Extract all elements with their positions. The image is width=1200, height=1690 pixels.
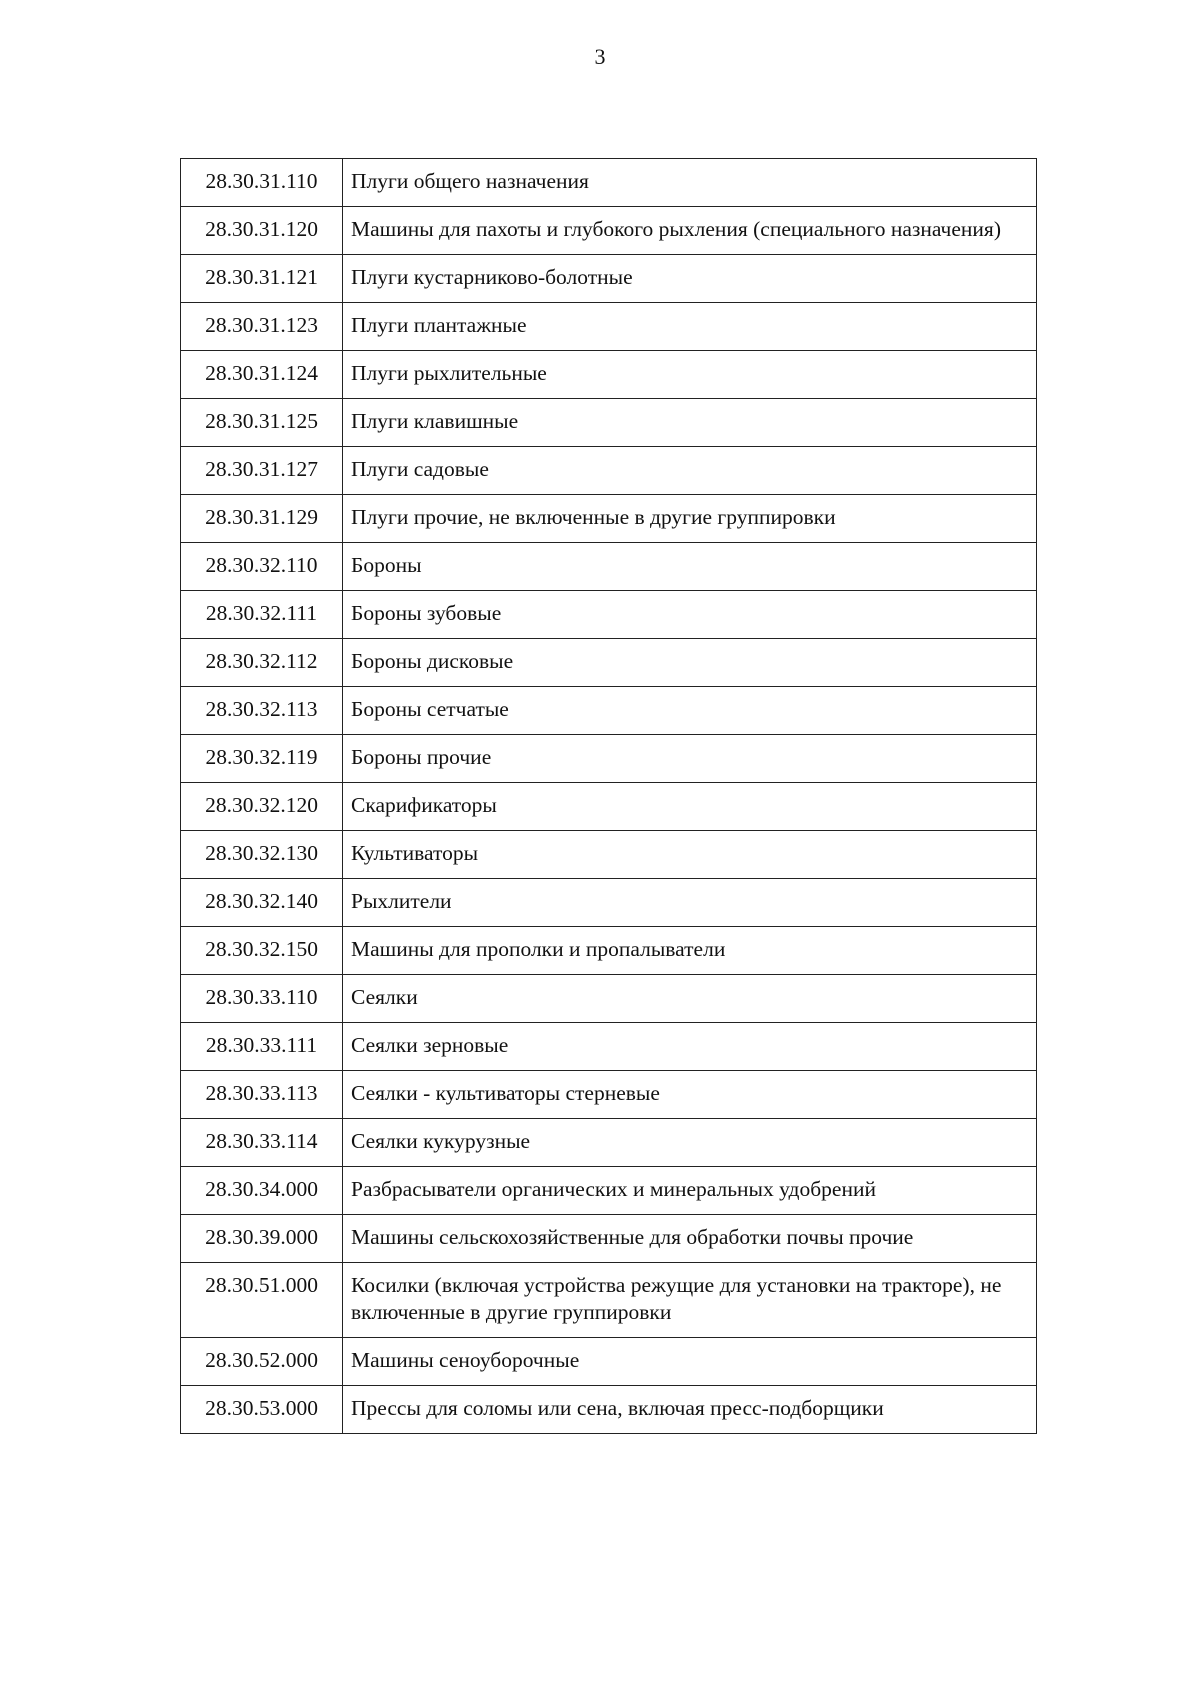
code-cell: 28.30.51.000 bbox=[181, 1263, 343, 1338]
table-row bbox=[181, 591, 1037, 639]
description-cell: Скарификаторы bbox=[343, 783, 1037, 831]
description-cell: Бороны прочие bbox=[343, 735, 1037, 783]
table-row bbox=[181, 831, 1037, 879]
table-row bbox=[181, 975, 1037, 1023]
description-cell: Сеялки bbox=[343, 975, 1037, 1023]
code-cell: 28.30.32.112 bbox=[181, 639, 343, 687]
table-row bbox=[181, 1263, 1037, 1338]
code-cell: 28.30.31.121 bbox=[181, 255, 343, 303]
table-row bbox=[181, 1023, 1037, 1071]
table-row bbox=[181, 543, 1037, 591]
code-cell: 28.30.39.000 bbox=[181, 1215, 343, 1263]
description-cell: Бороны сетчатые bbox=[343, 687, 1037, 735]
table-row bbox=[181, 927, 1037, 975]
code-cell: 28.30.33.110 bbox=[181, 975, 343, 1023]
code-cell: 28.30.31.129 bbox=[181, 495, 343, 543]
code-cell: 28.30.34.000 bbox=[181, 1167, 343, 1215]
description-cell: Сеялки - культиваторы стерневые bbox=[343, 1071, 1037, 1119]
table-row bbox=[181, 255, 1037, 303]
description-cell: Плуги общего назначения bbox=[343, 159, 1037, 207]
table-row bbox=[181, 639, 1037, 687]
table-row bbox=[181, 1215, 1037, 1263]
table-row bbox=[181, 159, 1037, 207]
description-cell: Машины для пахоты и глубокого рыхления (специального назначения) bbox=[343, 207, 1037, 255]
table-row bbox=[181, 351, 1037, 399]
description-cell: Рыхлители bbox=[343, 879, 1037, 927]
code-cell: 28.30.32.111 bbox=[181, 591, 343, 639]
code-cell: 28.30.32.130 bbox=[181, 831, 343, 879]
description-cell: Машины для прополки и пропалыватели bbox=[343, 927, 1037, 975]
code-cell: 28.30.31.124 bbox=[181, 351, 343, 399]
description-cell: Прессы для соломы или сена, включая пресс-подборщики bbox=[343, 1386, 1037, 1434]
description-cell: Бороны bbox=[343, 543, 1037, 591]
description-cell: Плуги плантажные bbox=[343, 303, 1037, 351]
code-cell: 28.30.32.140 bbox=[181, 879, 343, 927]
code-cell: 28.30.31.110 bbox=[181, 159, 343, 207]
code-cell: 28.30.32.119 bbox=[181, 735, 343, 783]
code-cell: 28.30.32.120 bbox=[181, 783, 343, 831]
description-cell: Плуги прочие, не включенные в другие группировки bbox=[343, 495, 1037, 543]
table-row bbox=[181, 783, 1037, 831]
description-cell: Разбрасыватели органических и минеральных удобрений bbox=[343, 1167, 1037, 1215]
table-row bbox=[181, 1338, 1037, 1386]
classification-table bbox=[180, 158, 1037, 1434]
code-cell: 28.30.33.114 bbox=[181, 1119, 343, 1167]
table-row bbox=[181, 303, 1037, 351]
description-cell: Культиваторы bbox=[343, 831, 1037, 879]
table-row bbox=[181, 1071, 1037, 1119]
description-cell: Плуги кустарниково-болотные bbox=[343, 255, 1037, 303]
code-cell: 28.30.31.120 bbox=[181, 207, 343, 255]
description-cell: Плуги садовые bbox=[343, 447, 1037, 495]
code-cell: 28.30.31.123 bbox=[181, 303, 343, 351]
code-cell: 28.30.32.110 bbox=[181, 543, 343, 591]
description-cell: Плуги рыхлительные bbox=[343, 351, 1037, 399]
code-cell: 28.30.33.113 bbox=[181, 1071, 343, 1119]
description-cell: Сеялки кукурузные bbox=[343, 1119, 1037, 1167]
table-row bbox=[181, 687, 1037, 735]
description-cell: Бороны зубовые bbox=[343, 591, 1037, 639]
code-cell: 28.30.53.000 bbox=[181, 1386, 343, 1434]
description-cell: Косилки (включая устройства режущие для установки на тракторе), не включенные в другие группировки bbox=[343, 1263, 1037, 1338]
code-cell: 28.30.52.000 bbox=[181, 1338, 343, 1386]
description-cell: Машины сельскохозяйственные для обработки почвы прочие bbox=[343, 1215, 1037, 1263]
table-body bbox=[181, 159, 1037, 1434]
description-cell: Бороны дисковые bbox=[343, 639, 1037, 687]
page-number: 3 bbox=[594, 44, 606, 69]
description-cell: Машины сеноуборочные bbox=[343, 1338, 1037, 1386]
table-row bbox=[181, 447, 1037, 495]
table-row bbox=[181, 1386, 1037, 1434]
table-row bbox=[181, 1167, 1037, 1215]
code-cell: 28.30.33.111 bbox=[181, 1023, 343, 1071]
description-cell: Плуги клавишные bbox=[343, 399, 1037, 447]
code-cell: 28.30.31.127 bbox=[181, 447, 343, 495]
table-row bbox=[181, 207, 1037, 255]
table-row bbox=[181, 1119, 1037, 1167]
code-cell: 28.30.31.125 bbox=[181, 399, 343, 447]
table-row bbox=[181, 879, 1037, 927]
code-cell: 28.30.32.113 bbox=[181, 687, 343, 735]
code-cell: 28.30.32.150 bbox=[181, 927, 343, 975]
description-cell: Сеялки зерновые bbox=[343, 1023, 1037, 1071]
table-row bbox=[181, 495, 1037, 543]
table-row bbox=[181, 399, 1037, 447]
table-row bbox=[181, 735, 1037, 783]
